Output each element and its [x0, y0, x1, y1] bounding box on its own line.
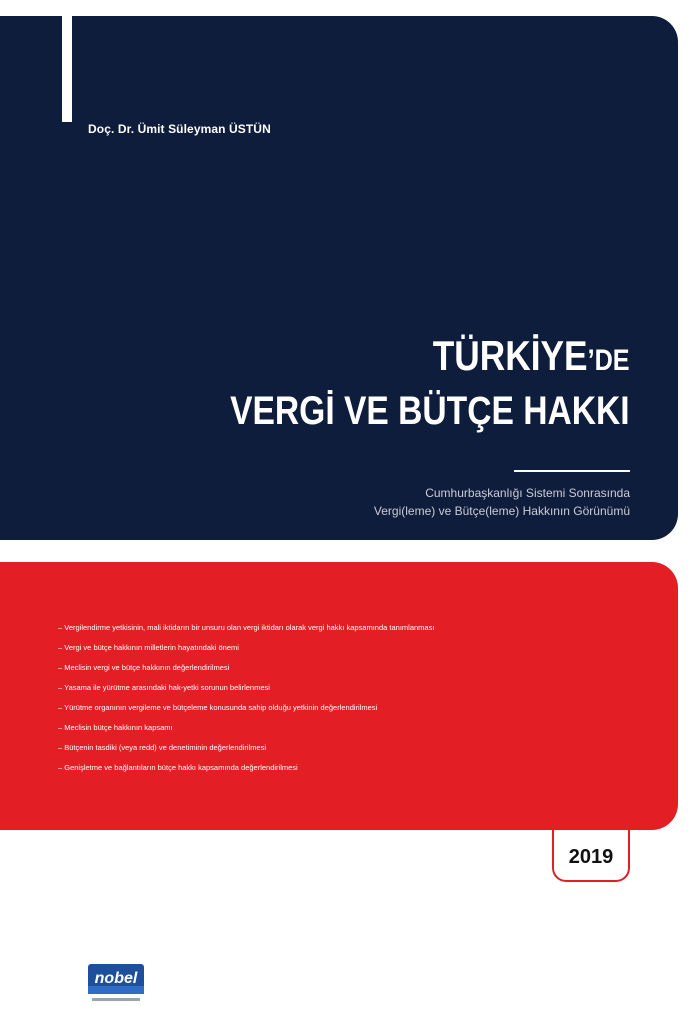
topics-list	[58, 618, 434, 778]
accent-bar	[62, 16, 72, 122]
topic-item: – Vergilendirme yetkisinin, mali iktidarın bir unsuru olan vergi iktidarı olarak vergi hakkı kapsamında tanımlanması	[58, 623, 435, 632]
subtitle-line-2: Vergi(leme) ve Bütçe(leme) Hakkının Görünümü	[373, 504, 630, 518]
publication-year: 2019	[568, 846, 614, 868]
title-divider	[514, 470, 630, 472]
title-line-2: VERGİ VE BÜTÇE HAKKI	[230, 389, 630, 433]
topic-item: – Meclisin bütçe hakkının kapsamı	[58, 723, 173, 732]
topic-item: – Bütçenin tasdiki (veya redd) ve denetiminin değerlendirilmesi	[58, 743, 267, 752]
topic-item: – Meclisin vergi ve bütçe hakkının değerlendirilmesi	[58, 663, 230, 672]
publisher-logo-graphic	[86, 962, 146, 1006]
subtitle-line-1: Cumhurbaşkanlığı Sistemi Sonrasında	[425, 486, 630, 500]
topic-item: – Vergi ve bütçe hakkının milletlerin hayatındaki önemi	[58, 643, 239, 652]
book-subtitle	[374, 484, 630, 520]
publisher-name: nobel	[94, 970, 138, 987]
title-line-1	[230, 331, 630, 386]
author-name: Doç. Dr. Ümit Süleyman ÜSTÜN	[88, 122, 271, 136]
title-line-1-suffix: ’DE	[587, 344, 630, 377]
topic-item: – Yürütme organının vergileme ve bütçeleme konusunda sahip olduğu yetkinin değerlendirilmesi	[58, 703, 378, 712]
topic-item: – Yasama ile yürütme arasındaki hak-yetki sorunun belirlenmesi	[58, 683, 270, 692]
publisher-logo	[86, 962, 146, 1006]
year-badge	[552, 830, 630, 882]
book-title	[230, 331, 630, 436]
topic-item: – Genişletme ve bağlantıların bütçe hakkı kapsamında değerlendirilmesi	[58, 763, 298, 772]
title-line-1-main: TÜRKİYE	[433, 332, 588, 379]
title-panel	[0, 16, 678, 540]
